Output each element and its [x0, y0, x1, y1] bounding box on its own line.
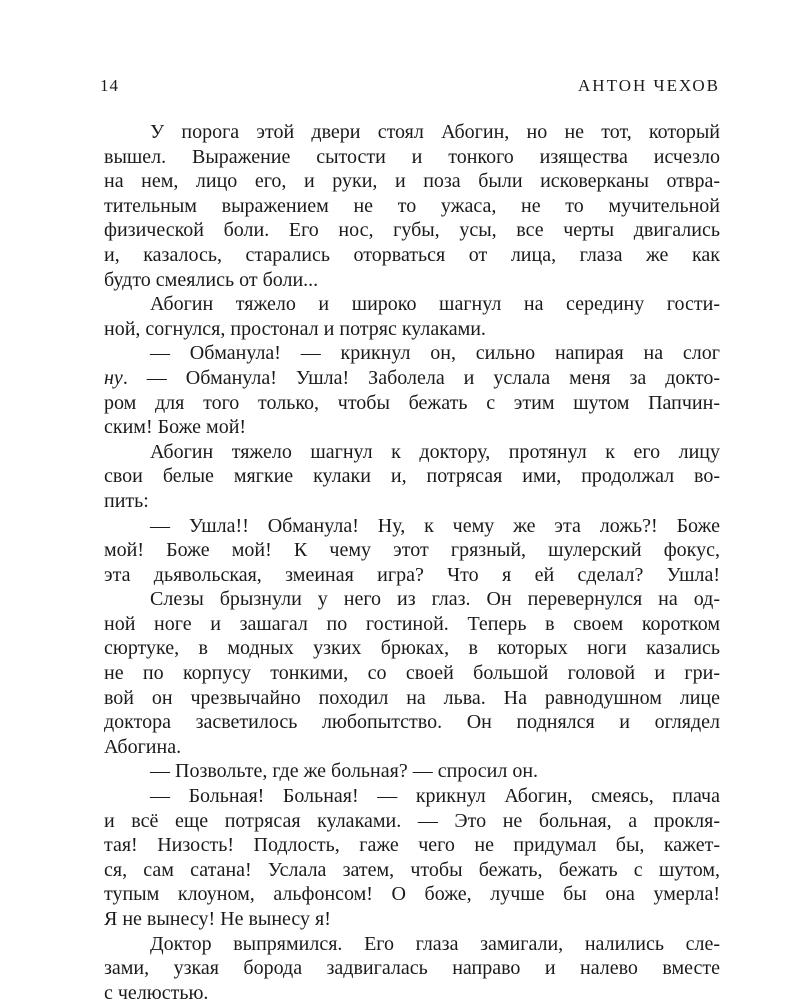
- body-text: [104, 120, 720, 1005]
- text-line: тупым клоуном, альфонсом! О боже, лучше бы она умерла!: [104, 883, 720, 906]
- text-line: — Позвольте, где же больная? — спросил он.: [150, 760, 539, 783]
- text-line: Абогин тяжело шагнул к доктору, протянул к его лицу: [150, 440, 720, 463]
- text-line: не по корпусу тонкими, со своей большой головой и гри-: [104, 662, 720, 685]
- text-line: ну. — Обманула! Ушла! Заболела и услала меня за докто-: [104, 366, 720, 389]
- text-line: зами, узкая борода задвигалась направо и налево вместе: [104, 957, 720, 980]
- text-line: эта дьявольская, змеиная игра? Что я ей сделал? Ушла!: [104, 563, 720, 586]
- text-line: с челюстью.: [104, 981, 209, 1004]
- text-line: тительным выражением не то ужаса, не то мучительной: [104, 194, 720, 217]
- text-line: — Больная! Больная! — крикнул Абогин, смеясь, плача: [150, 785, 720, 808]
- text-line: физической боли. Его нос, губы, усы, все черты двигались: [104, 219, 720, 242]
- text-line: будто смеялись от боли...: [104, 268, 319, 291]
- running-header: [100, 76, 720, 98]
- text-line: Я не вынесу! Не вынесу я!: [104, 908, 331, 930]
- text-line: вышел. Выражение сытости и тонкого изящества исчезло: [104, 145, 720, 168]
- text-line: доктора засветилось любопытство. Он поднялся и оглядел: [104, 711, 720, 734]
- text-line: Доктор выпрямился. Его глаза замигали, налились сле-: [150, 932, 720, 955]
- text-line: на нем, лицо его, и руки, и поза были исковерканы отвра-: [104, 170, 720, 193]
- text-line: вой он чрезвычайно походил на льва. На равнодушном лице: [104, 686, 720, 709]
- text-line: ским! Боже мой!: [104, 416, 247, 439]
- text-line: тая! Низость! Подлость, гаже чего не придумал бы, кажет-: [104, 834, 720, 857]
- text-line: Слезы брызнули у него из глаз. Он перевернулся на од-: [150, 588, 720, 611]
- text-line: — Ушла!! Обманула! Ну, к чему же эта ложь?! Боже: [150, 514, 720, 537]
- text-line: мой! Боже мой! К чему этот грязный, шулерский фокус,: [104, 539, 720, 562]
- text-line: пить:: [104, 489, 149, 512]
- text-line: Абогина.: [104, 735, 182, 758]
- text-line: ной ноге и зашагал по гостиной. Теперь в своем коротком: [104, 612, 720, 635]
- text-line: Абогин тяжело и широко шагнул на середину гости-: [150, 293, 720, 316]
- running-title-author: АНТОН ЧЕХОВ: [578, 76, 720, 95]
- text-line: ся, сам сатана! Услала затем, чтобы бежать, бежать с шутом,: [104, 858, 720, 881]
- text-line: ной, согнулся, простонал и потряс кулаками.: [104, 317, 486, 340]
- text-line: ром для того только, чтобы бежать с этим шутом Папчин-: [104, 391, 720, 414]
- text-line: свои белые мягкие кулаки и, потрясая ими, продолжал во-: [104, 465, 720, 488]
- text-line: — Обманула! — крикнул он, сильно напирая на слог: [150, 342, 720, 365]
- page-number: 14: [100, 76, 119, 95]
- text-line: и всё еще потрясая кулаками. — Это не больная, а прокля-: [104, 809, 720, 832]
- text-line: У порога этой двери стоял Абогин, но не тот, который: [150, 121, 720, 143]
- text-line: сюртуке, в модных узких брюках, в которых ноги казались: [104, 637, 720, 660]
- text-line: и, казалось, старались оторваться от лица, глаза же как: [104, 243, 720, 266]
